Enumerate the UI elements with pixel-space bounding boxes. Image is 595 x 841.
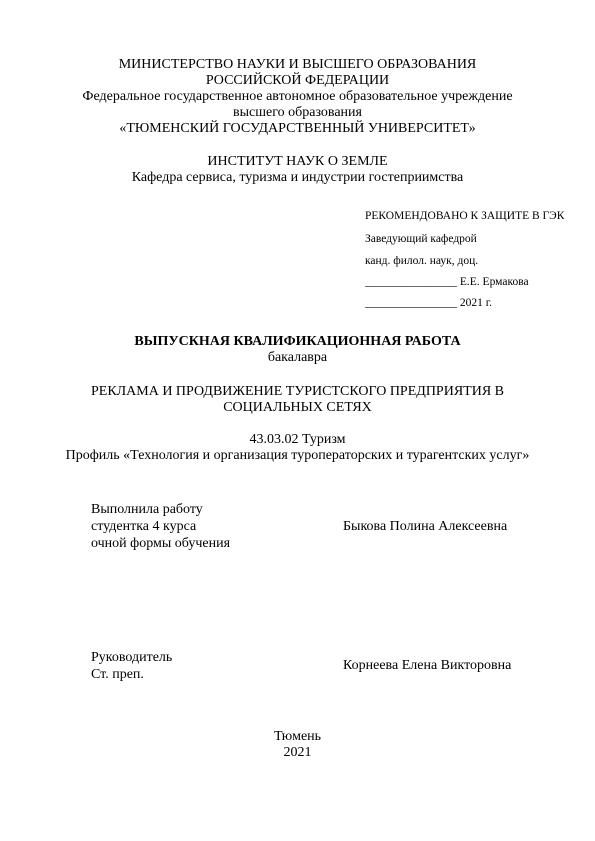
author-name: Быкова Полина Алексеевна: [343, 519, 508, 534]
author-label-line-1: Выполнила работу: [91, 502, 203, 517]
footer-block: [0, 729, 595, 761]
specialty-profile: Профиль «Технология и организация туроператорских и турагентских услуг»: [65, 448, 530, 463]
ministry-line-1: МИНИСТЕРСТВО НАУКИ И ВЫСШЕГО ОБРАЗОВАНИЯ: [118, 57, 477, 72]
institution-line-1: Федеральное государственное автономное образовательное учреждение: [82, 89, 513, 104]
approval-date-line: ________________ 2021 г.: [365, 297, 493, 309]
approval-position: Заведующий кафедрой: [365, 233, 477, 245]
topic-line-2: СОЦИАЛЬНЫХ СЕТЯХ: [223, 400, 372, 415]
specialty-code: 43.03.02 Туризм: [249, 432, 346, 447]
specialty-block: [0, 432, 595, 464]
supervisor-label-line-2: Ст. преп.: [91, 667, 144, 682]
institute-block: [0, 154, 595, 186]
footer-year: 2021: [283, 745, 312, 760]
institution-line-2: высшего образования: [233, 105, 362, 120]
topic-block: [0, 384, 595, 416]
university-name: «ТЮМЕНСКИЙ ГОСУДАРСТВЕННЫЙ УНИВЕРСИТЕТ»: [119, 121, 476, 136]
approval-title: РЕКОМЕНДОВАНО К ЗАЩИТЕ В ГЭК: [365, 210, 565, 222]
work-level: бакалавра: [267, 350, 328, 365]
institute-name: ИНСТИТУТ НАУК О ЗЕМЛЕ: [207, 154, 388, 169]
topic-line-1: РЕКЛАМА И ПРОДВИЖЕНИЕ ТУРИСТСКОГО ПРЕДПРИЯТИЯ В: [90, 384, 505, 399]
supervisor-name: Корнеева Елена Викторовна: [343, 658, 512, 673]
footer-city: Тюмень: [273, 729, 322, 744]
work-type-block: [0, 334, 595, 366]
supervisor-label-line-1: Руководитель: [91, 650, 173, 665]
ministry-line-2: РОССИЙСКОЙ ФЕДЕРАЦИИ: [205, 73, 390, 88]
work-type: ВЫПУСКНАЯ КВАЛИФИКАЦИОННАЯ РАБОТА: [134, 334, 461, 349]
header-block: [0, 57, 595, 137]
approval-degree: канд. филол. наук, доц.: [365, 255, 479, 267]
author-label-line-3: очной формы обучения: [91, 536, 231, 551]
department-name: Кафедра сервиса, туризма и индустрии гостеприимства: [131, 170, 464, 185]
approval-signature-line: ________________ Е.Е. Ермакова: [365, 276, 529, 288]
author-label-line-2: студентка 4 курса: [91, 519, 197, 534]
